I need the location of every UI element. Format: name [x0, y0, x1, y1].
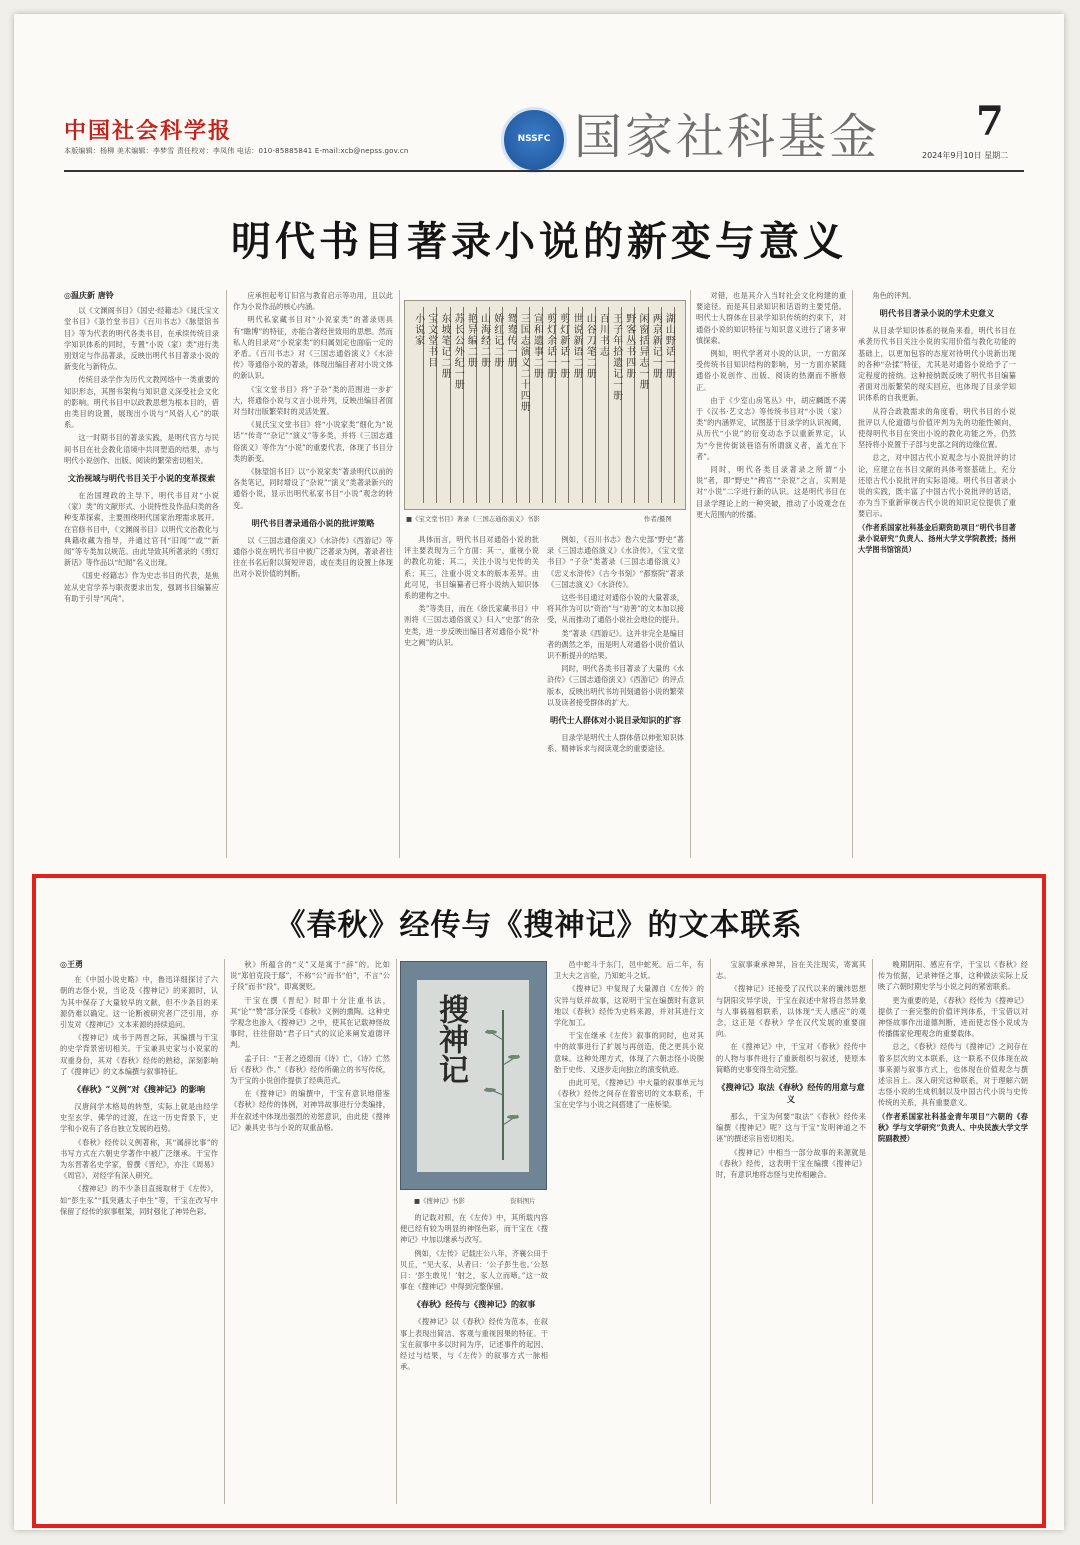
- image-caption: ■《宝文堂书目》著录《三国志通俗演义》书影: [406, 515, 540, 523]
- column-divider: [226, 290, 227, 858]
- paragraph: 例如，《左传》记载庄公八年，齐襄公田于贝丘，“见大豕，从者曰：‘公子彭生也。’公怒曰：‘彭生敢见！’射之，豕人立而啼。”这一故事在《搜神记》中得到完整保留。: [400, 1248, 548, 1292]
- article2-subheading-3: 《搜神记》取法《春秋》经传的用意与意义: [717, 1082, 865, 1105]
- paragraph: 应承担起考订旧官与教育启示等功用，且以此作为小说作品的核心内涵。: [233, 291, 393, 312]
- article2-column-2: [230, 959, 390, 1504]
- article2-subheading-1: 《春秋》“义例”对《搜神记》的影响: [72, 1084, 206, 1095]
- bamboo-illustration: [481, 1010, 521, 1160]
- paragraph: 例如，《百川书志》卷六史部“野史”著录《三国志通俗演义》《水浒传》，《宝文堂书目》“子杂”类著录《三国志通俗演义》《忠义水浒传》《古今书刻》“都察院”著录《三国志演义》《水浒传》。: [547, 535, 684, 589]
- image-vertical-text: 剪灯新话一册: [557, 313, 569, 379]
- paragraph: 具体而言，明代书目对通俗小说的批评主要表现为三个方面：其一，重视小说的教化功能；其二，关注小说与史传的关系；其三，注重小说文本的版本差异。由此可见，书目编纂者已将小说纳入知识体系的建构之中。: [404, 535, 539, 601]
- book-cover-panel: [417, 980, 529, 1172]
- column-divider: [872, 959, 873, 1504]
- paragraph: 宝叙事秉承神异，旨在关注现实，寄寓其志。: [716, 960, 866, 981]
- paragraph: 《搜神记》的不少条目直接取材于《左传》，如“彭生豕”“狐突遇太子申生”等，干宝在改写中保留了经传的叙事框架，同时强化了神异色彩。: [60, 1184, 218, 1216]
- paragraph: 传统目录学作为历代文教网络中一类重要的知识形态，其图书架构与知识意义深受社会文化的影响。明代书目中以政教思想为根本目的，借由类目的设置，展现出小说与“风俗人心”的联系。: [64, 375, 219, 430]
- image-vertical-text: 三国志演义二十四册: [518, 313, 530, 412]
- column-divider: [224, 959, 225, 1504]
- paragraph: 总之，对中国古代小说观念与小说批评的讨论，应建立在书目文献的具体考察基础上，充分还原古代小说批评的实际语境。明代书目著录小说的实践，既丰富了中国古代小说批评的话语，亦为当下重新审视古代小说的知识定位提供了重要启示。: [858, 453, 1016, 519]
- paragraph: 例如，明代学者对小说的认识，一方面深受传统书目知识结构的影响，另一方面亦紧随通俗小说创作、出版、阅读的热潮而不断修正。: [696, 349, 846, 392]
- article2-column-6: [878, 959, 1028, 1504]
- article1-column-6: [858, 290, 1016, 858]
- image-vertical-text: 艳异编二册: [465, 313, 477, 368]
- newspaper-name: 中国社会科学报: [64, 118, 233, 144]
- article2-column-1: [60, 959, 218, 1504]
- image-vertical-text: 宝文堂书目: [425, 313, 437, 368]
- paragraph: 《搜神记》成书于两晋之际，其编撰与干宝的史学背景密切相关。干宝兼具史家与小说家的双重身份，其对《春秋》经传的熟稔，深刻影响了《搜神记》的文本编撰与叙事特征。: [60, 1033, 218, 1076]
- paragraph: 明代私家藏书目对“小说家类”的著录则具有“瞻博”的特征，亦能合著经世致用的思想。然而私人的目录对“小说家类”的归属划定也面临一定的矛盾。《百川书志》对《三国志通俗演义》《水浒传》等通俗小说的著录，体现出编目者对小说文体的新认识。: [233, 315, 393, 381]
- article1-column-1: [64, 290, 219, 858]
- article2-headline: 《春秋》经传与《搜神记》的文本联系: [275, 908, 803, 943]
- paragraph: 角色的评判。: [872, 291, 916, 300]
- article1-headline: 明代书目著录小说的新变与意义: [231, 219, 847, 265]
- paragraph: 从符合政教需求的角度看，明代书目的小说批评以人伦道德与价值评判为先的功能性倾向，使得明代书目在突出小说的教化功能之外，仍然坚持将小说置于子部与史部之间的边缘位置。: [858, 406, 1016, 450]
- newspaper-page: [14, 14, 1064, 1530]
- image-vertical-text: 闲窗括异志一册: [637, 313, 648, 390]
- article1-subheading-3: 明代士人群体对小说目录知识的扩容: [549, 715, 681, 726]
- paragraph: 《春秋》经传以义例著称，其“属辞比事”的书写方式在六朝史学著作中被广泛继承。干宝作为东晋著名史学家，曾撰《晋纪》，亦注《周易》《周官》，对经学有深入研究。: [60, 1137, 218, 1181]
- image-vertical-text: 百川书志: [597, 313, 609, 357]
- article1-column-5: [696, 290, 846, 858]
- image-vertical-text: 苏长公外纪一册: [452, 313, 464, 390]
- article2-column-5: [716, 959, 866, 1504]
- image-caption: ■《搜神记》书影: [414, 1197, 465, 1205]
- article1-column-4: [547, 534, 684, 858]
- column-divider: [710, 959, 711, 1504]
- paragraph: 《搜神记》以《春秋》经传为范本，在叙事上表现出简洁、客观与重视因果的特征。干宝在叙事中多以时间为序，记述事件的起因、经过与结果，与《左传》的叙事方式一脉相承。: [400, 1317, 548, 1372]
- image-vertical-text: 两京新记一册: [650, 313, 662, 379]
- article1-column-3: [404, 534, 539, 858]
- paragraph: 由于《少室山房笔丛》中，胡应麟既不满于《汉书·艺文志》等传统书目对“小说（家）类”的内涵界定，试图基于目录学的认识视阈，从历代“小说”的衍变动态予以重新界定，认为“今世传街谈巷语有所谓演义者，盖尤在下者”。: [696, 395, 846, 461]
- paragraph: 类”等类目，而在《徐氏家藏书目》中则将《三国志通俗演义》归入“史部”的杂史类，进一步反映出编目者对通俗小说“补史之阙”的认识。: [404, 604, 539, 647]
- image-vertical-text: 小说家: [412, 313, 424, 346]
- paragraph: 《搜神记》中复现了大量源自《左传》的灾异与妖祥故事，这说明干宝在编撰时有意识地以《春秋》经传为史料来源，并对其进行文学化加工。: [554, 984, 704, 1028]
- image-credit: 资料图片: [510, 1197, 536, 1205]
- paragraph: 《国史·经籍志》作为史志书目的代表，是焦竑从史官学养与职责要求出发，强调书目编纂应有助于引导“风尚”。: [64, 571, 219, 603]
- editor-credits: 本版编辑：杨柳 美术编辑：李梦雪 责任校对：李凤伟 电话：010-85885841 E-mail:xcb@nepss.gov.cn: [64, 147, 409, 155]
- image-credit: 作者/摄图: [644, 515, 672, 523]
- logo-text: NSSFC: [517, 134, 551, 144]
- paragraph: 类”著录《西游记》。这并非完全是编目者的偶然之举，而是明人对通俗小说价值认识不断提升的结果。: [547, 628, 684, 661]
- article2-author-note: （作者系国家社科基金青年项目“六朝的《春秋》学与文学研究”负责人、中央民族大学文学院副教授）: [878, 1111, 1028, 1144]
- paragraph: 在治国理政的主导下，明代书目对“小说（家）类”的文献形式、小说特性及作品归类的各种变革探索，主要围绕明代国家治理需求展开。在官修书目中，《文渊阁书目》以明代文治教化与典籍收藏为指导，并通过官刊“旧闻”“或”“新闻”等专类加以规范。由此导致其所著录的《剪灯新话》等作品以“纪闻”名义出现。: [64, 491, 219, 568]
- image-vertical-text: 剪灯余话一册: [544, 313, 556, 379]
- paragraph: 同时，明代各类书目著录了大量的《水浒传》《三国志通俗演义》《西游记》的评点版本，反映出明代书坊刊刻通俗小说的繁荣以及读者接受群体的扩大。: [547, 664, 684, 707]
- article1-column-2: [233, 290, 393, 858]
- image-vertical-text: 野客丛书四册: [623, 313, 635, 379]
- paragraph: 这些书目通过对通俗小说的大量著录，将其作为可以“资治”与“劝善”的文本加以接受，从而推动了通俗小说社会地位的提升。: [547, 593, 684, 625]
- nssfc-logo: [501, 107, 567, 173]
- image-vertical-text: 宣和遗事二册: [531, 313, 543, 379]
- paragraph: 在《中国小说史略》中，鲁迅详细探讨了六朝的志怪小说，当论及《搜神记》的来源时，认为其中保存了大量较早的文献，但不少条目的来源仍难以确定。这一论断被研究者广泛引用，亦引发对《搜神记》文本来源的持续追问。: [60, 975, 218, 1030]
- paragraph: 《搜神记》中相当一部分故事的来源就是《春秋》经传，这表明干宝在编撰《搜神记》时，有意识地将志怪与史传相融合。: [716, 1147, 866, 1180]
- image-vertical-text: 山海经二册: [478, 313, 490, 368]
- article1-subheading-1: 文治视域与明代书目关于小说的变革探索: [67, 473, 216, 484]
- paragraph: 干宝在继承《左传》叙事的同时，也对其中的故事进行了扩展与再创造，使之更具小说意味。这种处理方式，体现了六朝志怪小说脱胎于史传、又逐步走向独立的演变轨迹。: [554, 1031, 704, 1074]
- paragraph: 晚期阴阳、感应有学，干宝以《春秋》经传为依据，记录神怪之事，这种做法实际上反映了六朝时期史学与小说之间的紧密联系。: [878, 960, 1028, 992]
- paragraph: 汉唐间学术格局的转型，实际上就是由经学史至玄学、佛学的过渡，在这一历史背景下，史学和小说有了各自独立发展的趋势。: [60, 1102, 218, 1134]
- image-vertical-text: 东坡笔记二册: [439, 313, 450, 379]
- article2-column-4: [554, 959, 704, 1504]
- paragraph: 以《文渊阁书目》《国史·经籍志》《晁氏宝文堂书目》《菉竹堂书目》《百川书志》《脉望馆书目》等为代表的明代各类书目，在承续传统目录学知识体系的同时，专置“小说（家）类”进行类别划定与作品著录，反映出明代书目著录小说的新变化与新特点。: [64, 306, 219, 372]
- paragraph: 《脉望馆书目》以“小说家类”著录明代以前的各类笔记，同时增设了“杂说”“演义”类著录新兴的通俗小说，显示出明代私家书目“小说”观念的转变。: [233, 467, 393, 510]
- paragraph: 以《三国志通俗演义》《水浒传》《西游记》等通俗小说在明代书目中被广泛著录为例，著录者往往在书名后附以简短评语，或在类目的设置上体现出对小说价值的判断。: [233, 535, 393, 579]
- image-vertical-text: 世说新语二册: [571, 313, 582, 379]
- paragraph: 邑中蛇斗于东门，邑中蛇死。后二年，有卫大夫之言验，乃知蛇斗之妖。: [554, 960, 704, 981]
- article1-author: ◎温庆新 唐铃: [64, 290, 114, 300]
- paragraph: 孟子曰：“王者之迹熄而《诗》亡，《诗》亡然后《春秋》作。”《春秋》经传所确立的书写传统，为干宝的小说创作提供了经典范式。: [230, 1053, 390, 1086]
- column-divider: [396, 959, 397, 1504]
- paragraph: 更为重要的是，《春秋》经传为《搜神记》提供了一套完整的价值评判体系，干宝借以对神怪故事作出道德判断，进而使志怪小说成为传播儒家伦理观念的重要载体。: [878, 995, 1028, 1039]
- paragraph: 那么，干宝为何要“取法”《春秋》经传来编撰《搜神记》呢？这与干宝“发明神道之不诬”的撰述宗旨密切相关。: [716, 1112, 866, 1144]
- article2-author: ◎王勇: [60, 959, 83, 969]
- paragraph: 总之，《春秋》经传与《搜神记》之间存在着多层次的文本联系，这一联系不仅体现在故事来源与叙事方式上，也体现在价值观念与撰述宗旨上。深入研究这种联系，对于理解六朝志怪小说的生成机制以及中国古代小说与史传传统的关系，具有重要意义。: [878, 1042, 1028, 1108]
- article1-subheading-4: 明代书目著录小说的学术史意义: [879, 308, 995, 319]
- page-number: 7: [976, 98, 1004, 145]
- section-title: 国家社科基金: [574, 109, 881, 165]
- paragraph: 在《搜神记》中，干宝对《春秋》经传中的人物与事件进行了重新组织与叙述，使原本简略的史事变得生动完整。: [716, 1042, 866, 1074]
- image-vertical-text: 湖山野话一册: [663, 313, 675, 379]
- paragraph: 在《搜神记》的编撰中，干宝有意识地借鉴《春秋》经传的体例，对神异故事进行分类编排，并在叙述中体现出强烈的劝惩意识，由此使《搜神记》兼具史书与小说的双重品格。: [230, 1089, 390, 1132]
- paragraph: 这一时期书目的著录实践，是明代官方与民间书目在社会教化语境中共同塑造的结果，亦与明代小说创作、出版、阅读的繁荣密切相关。: [64, 433, 219, 465]
- paragraph: 《晁氏宝文堂书目》将“小说家类”细化为“说话”“传奇”“杂记”“演义”等多类，并将《三国志通俗演义》等作为“小说”的重要代表，体现了书目分类的新变。: [233, 420, 393, 463]
- paragraph: 同时，明代各类目录著录之所谓“小说”者，即“野史”“稗官”“杂说”之言，实则是对“小说”二字进行新的认识。这是明代书目在目录学理论上的一种突破，推动了小说观念在更大范围内的传播。: [696, 465, 846, 519]
- image-vertical-text: 鸳鸯传一册: [505, 313, 516, 368]
- paragraph: 从目录学知识体系的视角来看，明代书目在承袭历代书目关注小说的实用价值与教化功能的基础上，以更加包容的态度对待明代小说新出现的各种“杂揉”特征，尤其是对通俗小说给予了一定程度的接纳。这种接纳既反映了明代书目编纂者面对出版繁荣的现实回应，也体现了目录学知识体系的自我更新。: [858, 326, 1016, 403]
- paragraph: 《宝文堂书目》将“子杂”类的范围进一步扩大，将通俗小说与文言小说并列，反映出编目者面对当时出版繁荣时的灵活处置。: [233, 384, 393, 417]
- soushenji-book-cover: [400, 961, 547, 1190]
- article1-author-note: （作者系国家社科基金后期资助项目“明代书目著录小说研究”负责人、扬州大学文学院教授；扬州大学图书馆馆员）: [858, 522, 1016, 555]
- issue-date: 2024年9月10日 星期二: [922, 151, 1009, 160]
- paragraph: 干宝在撰《晋纪》时即十分注重书法，其“论”“赞”部分深受《春秋》义例的熏陶。这种史学观念也渗入《搜神记》之中，使其在记载神怪故事时，往往借助“君子曰”式的议论来阐发道德评判。: [230, 995, 390, 1050]
- paragraph: 由此可见，《搜神记》中大量的叙事单元与《春秋》经传之间存在着密切的文本联系，干宝在史学与小说之间搭建了一座桥梁。: [554, 1078, 704, 1110]
- column-divider: [399, 290, 400, 858]
- book-title: 搜神记: [433, 994, 468, 1084]
- paragraph: 秋》所蕴含的“义”又是寓于“辞”的。比如说“郑伯克段于鄢”，不称“公”而书“伯”，不言“公子段”而书“段”，即寓褒贬。: [230, 960, 390, 992]
- article1-subheading-2: 明代书目著录通俗小说的批评策略: [251, 517, 375, 528]
- column-divider: [690, 290, 691, 858]
- column-divider: [852, 290, 853, 858]
- image-vertical-text: 山谷刀笔二册: [584, 313, 596, 379]
- paragraph: 对错，也是其介入当时社会文化构建的重要途径。而是其目录知识和话语的主要凭借。明代士人群体在目录学知识传统的约束下，对通俗小说的知识特征与知识意义进行了诸多审慎探索。: [696, 291, 846, 345]
- paragraph: 《搜神记》还接受了汉代以来的谶纬思想与阴阳灾异学说，干宝在叙述中常将自然异象与人事祸福相联系，以体现“天人感应”的观念，这正是《春秋》学在汉代发展的重要面向。: [716, 984, 866, 1039]
- article2-subheading-2: 《春秋》经传与《搜神记》的叙事: [412, 1299, 536, 1310]
- article2-column-3: [400, 1212, 548, 1504]
- bibliography-image: [404, 300, 686, 510]
- masthead-divider: [64, 170, 1024, 172]
- image-vertical-text: 娇红记二册: [491, 313, 503, 368]
- paragraph: 目录学是明代士人群体借以伸张知识体系、精神诉求与阅读观念的重要途径。: [547, 733, 684, 754]
- image-vertical-text: 王子年拾遗记一册: [610, 313, 622, 401]
- paragraph: 的记载对照，在《左传》中，其所载内容便已经有较为明显的神怪色彩，而干宝在《搜神记》中加以继承与改写。: [400, 1213, 548, 1245]
